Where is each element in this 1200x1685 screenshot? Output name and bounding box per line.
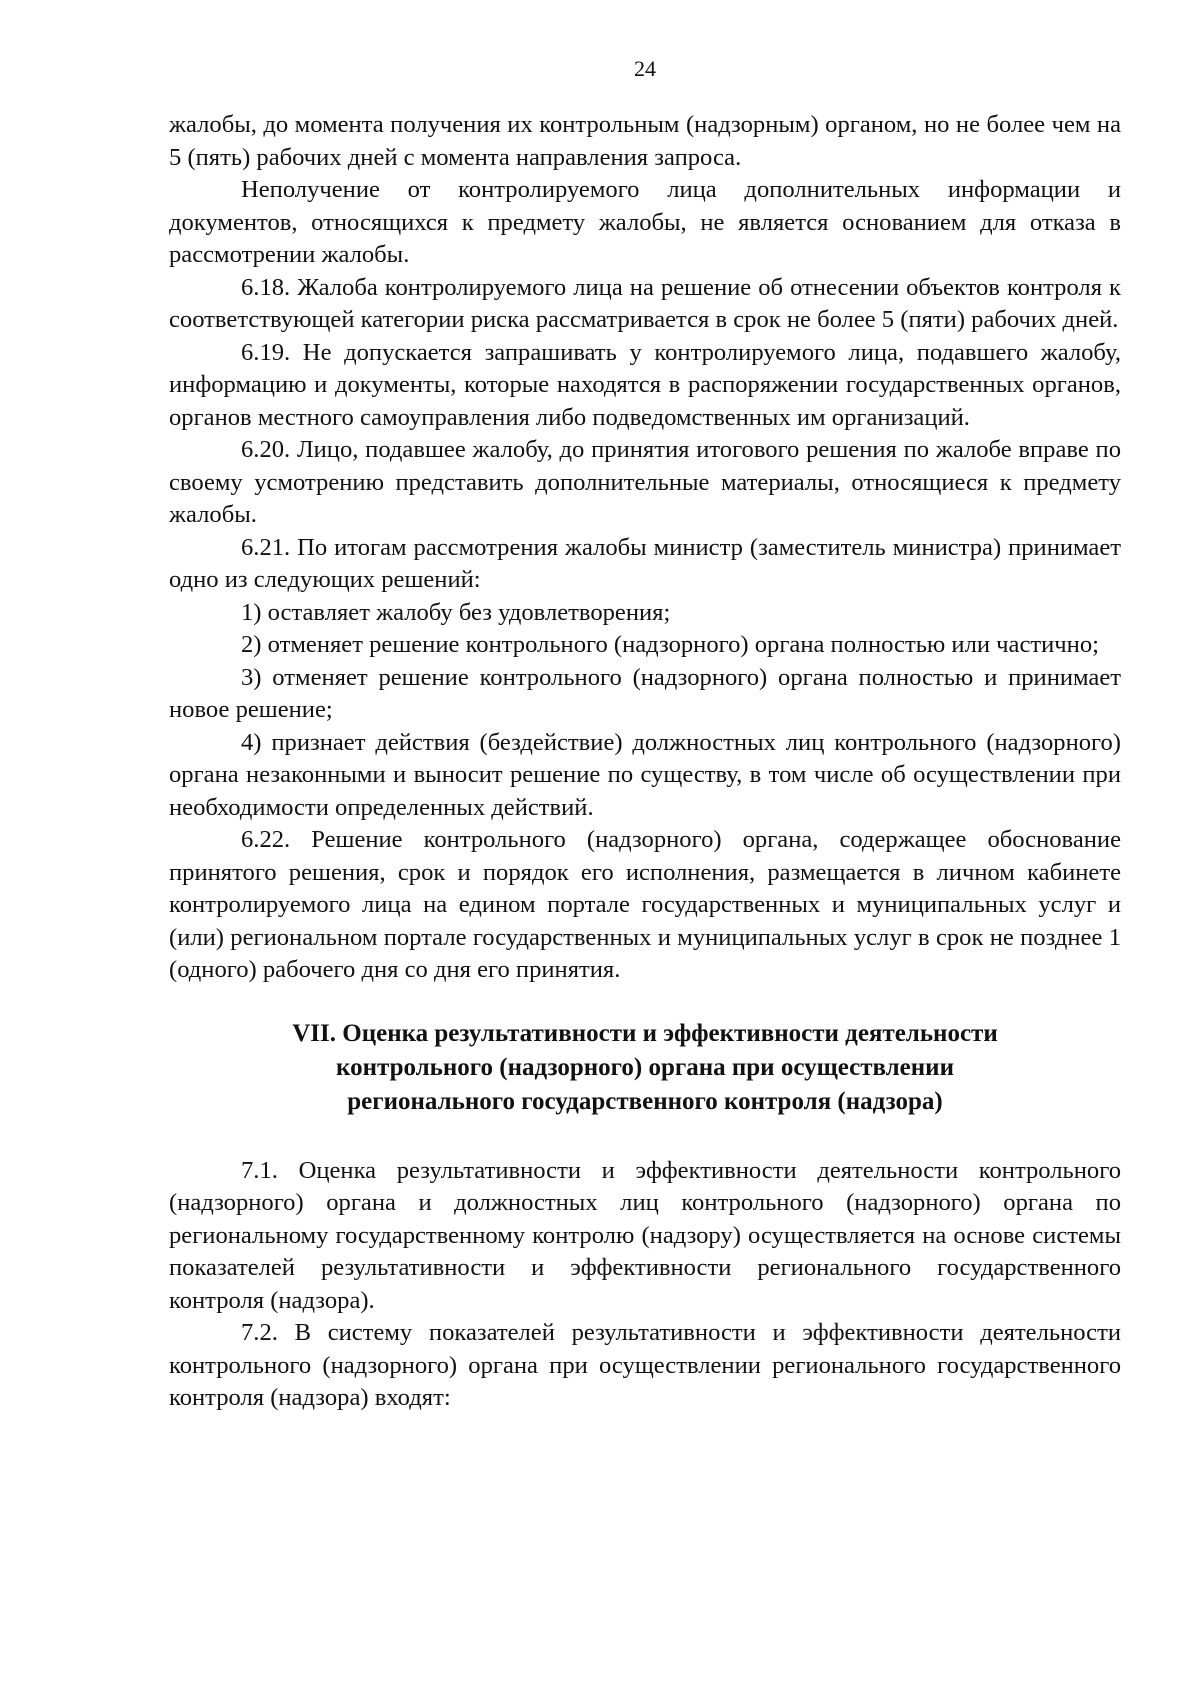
paragraph-non-receipt: Неполучение от контролируемого лица дополнительных информации и документов, относящихся к предмету жалобы, не является основанием для отказа в рассмотрении жалобы. (169, 176, 1121, 268)
list-item-4: 4) признает действия (бездействие) должностных лиц контрольного (надзорного) органа незаконными и выносит решение по существу, в том числе об осуществлении при необходимости определенных действий. (169, 728, 1121, 821)
list-item-3: 3) отменяет решение контрольного (надзорного) органа полностью и принимает новое решение; (169, 663, 1121, 723)
paragraph-complaint-deadline: жалобы, до момента получения их контрольным (надзорным) органом, но не более чем на 5 (пять) рабочих дней с момента направления запроса. (169, 111, 1121, 171)
section-heading-line-1: VII. Оценка результативности и эффективности деятельности (292, 1019, 998, 1047)
paragraph-6-18: 6.18. Жалоба контролируемого лица на решение об отнесении объектов контроля к соответствующей категории риска рассматривается в срок не более 5 (пяти) рабочих дней. (169, 273, 1121, 333)
list-item-2: 2) отменяет решение контрольного (надзорного) органа полностью или частично; (241, 631, 1099, 658)
section-heading (169, 1017, 1121, 1119)
paragraph-7-1: 7.1. Оценка результативности и эффективности деятельности контрольного (надзорного) органа и должностных лиц контрольного (надзорного) органа по региональному государственному контролю (надзору) осуществляется на основе системы показателей результативности и эффективности регионального государственного контроля (надзора). (169, 1156, 1121, 1314)
paragraph-6-22: 6.22. Решение контрольного (надзорного) органа, содержащее обоснование принятого решения, срок и порядок его исполнения, размещается в личном кабинете контролируемого лица на едином портале государственных и муниципальных услуг и (или) региональном портале государственных и муниципальных услуг в срок не позднее 1 (одного) рабочего дня со дня его принятия. (169, 826, 1121, 983)
list-item-1: 1) оставляет жалобу без удовлетворения; (241, 598, 671, 626)
page-number: 24 (634, 56, 656, 81)
paragraph-6-19: 6.19. Не допускается запрашивать у контролируемого лица, подавшего жалобу, информацию и документы, которые находятся в распоряжении государственных органов, органов местного самоуправления либо подведомственных им организаций. (169, 338, 1121, 431)
section-heading-line-2: контрольного (надзорного) органа при осуществлении (336, 1053, 954, 1081)
section-heading-line-3: регионального государственного контроля (надзора) (347, 1087, 943, 1115)
paragraph-7-2: 7.2. В систему показателей результативности и эффективности деятельности контрольного (надзорного) органа при осуществлении регионального государственного контроля (надзора) входят: (169, 1319, 1121, 1411)
document-body (169, 109, 1121, 1415)
paragraph-6-21: 6.21. По итогам рассмотрения жалобы министр (заместитель министра) принимает одно из следующих решений: (169, 533, 1121, 593)
paragraph-6-20: 6.20. Лицо, подавшее жалобу, до принятия итогового решения по жалобе вправе по своему усмотрению представить дополнительные материалы, относящиеся к предмету жалобы. (169, 436, 1121, 528)
